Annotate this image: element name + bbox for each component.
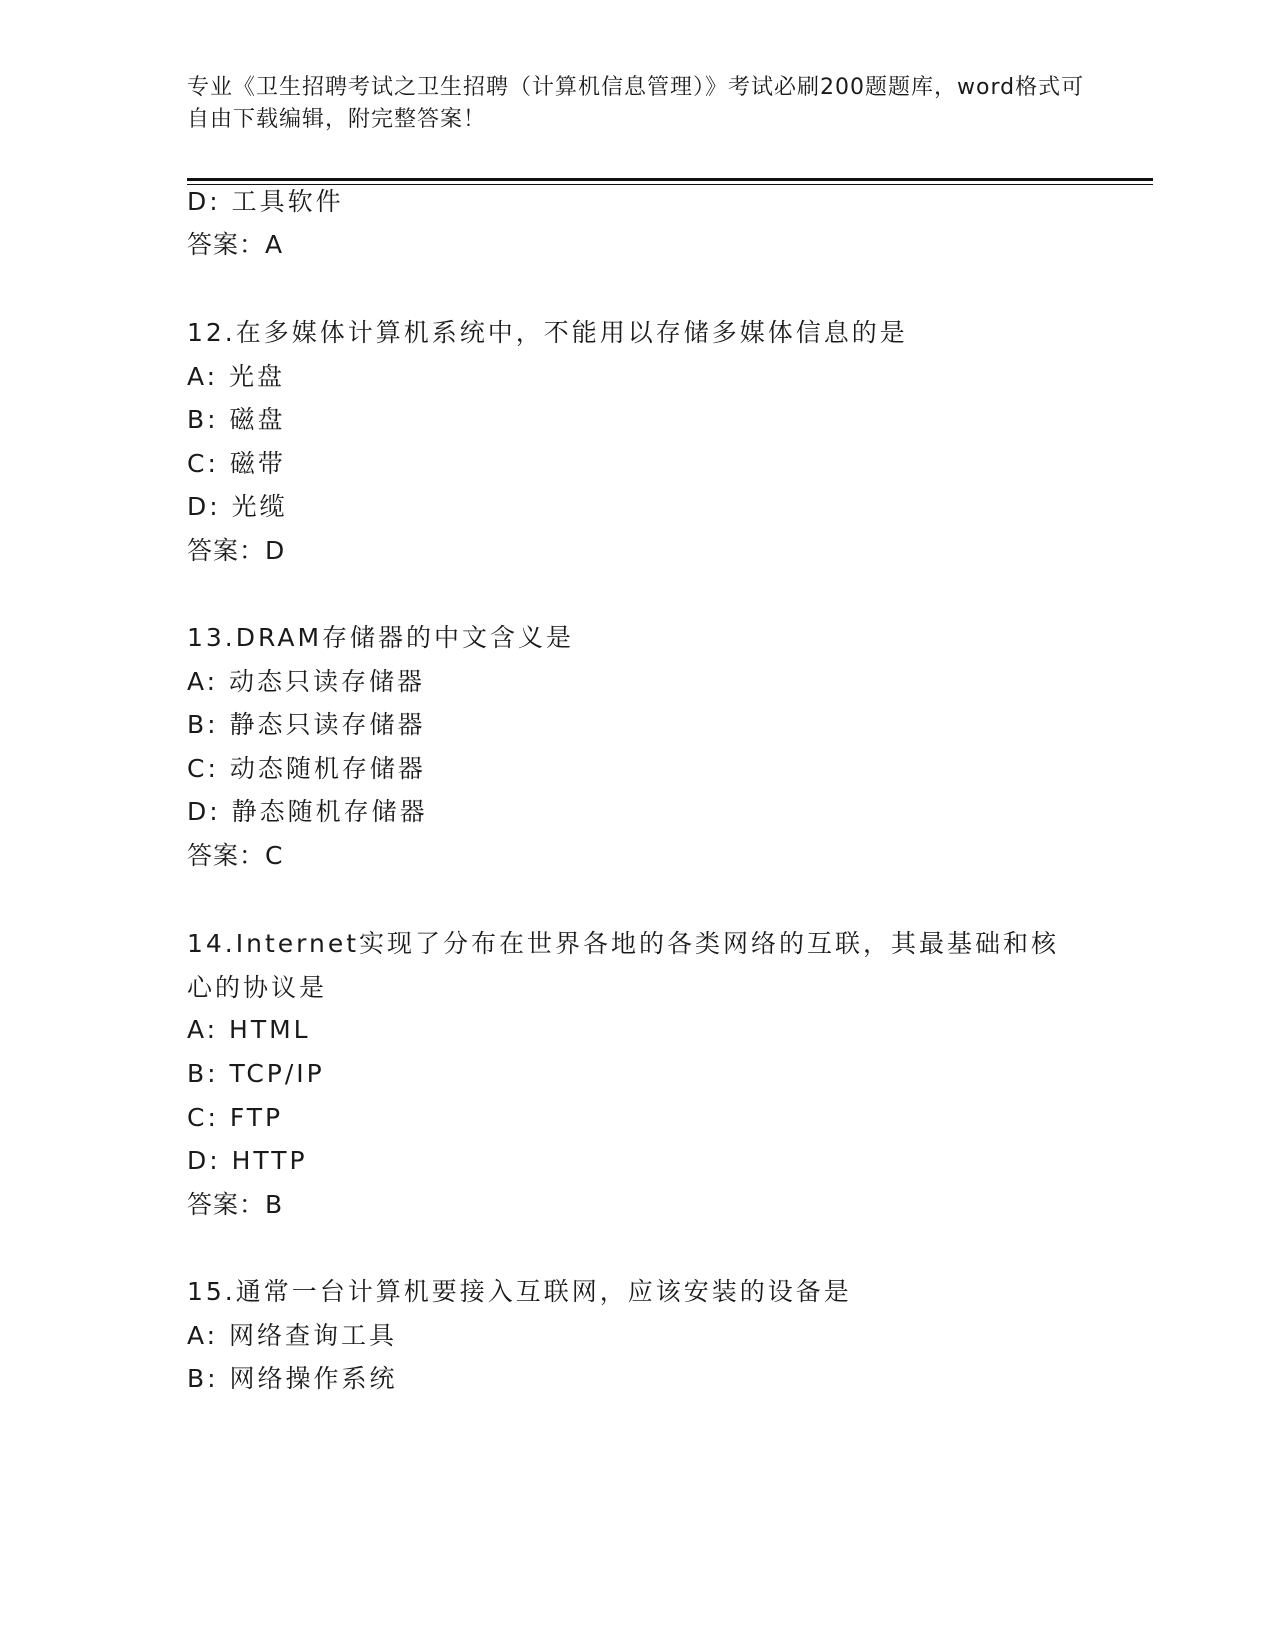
header-divider-thick	[187, 178, 1153, 181]
q14-option-b: B: TCP/IP	[187, 1059, 325, 1088]
q14-option-d: D: HTTP	[187, 1146, 308, 1175]
q11-answer: 答案：A	[187, 230, 284, 259]
q12-option-b: B: 磁盘	[187, 405, 286, 434]
q14-answer: 答案：B	[187, 1190, 284, 1219]
q13-option-b: B: 静态只读存储器	[187, 710, 426, 739]
q15-option-a: A: 网络查询工具	[187, 1321, 398, 1350]
q14-option-a: A: HTML	[187, 1015, 311, 1044]
q13-option-c: C: 动态随机存储器	[187, 754, 426, 783]
q13-option-a: A: 动态只读存储器	[187, 667, 426, 696]
q14-option-c: C: FTP	[187, 1103, 284, 1132]
header-divider-thin	[187, 184, 1153, 185]
document-header: 专业《卫生招聘考试之卫生招聘（计算机信息管理）》考试必刷200题题库，word格式可自由下载编辑，附完整答案！	[187, 75, 1085, 132]
q12-question: 12.在多媒体计算机系统中，不能用以存储多媒体信息的是	[187, 318, 908, 347]
q13-answer: 答案：C	[187, 841, 284, 870]
q15-question: 15.通常一台计算机要接入互联网，应该安装的设备是	[187, 1277, 852, 1306]
q14-question: 14.Internet实现了分布在世界各地的各类网络的互联，其最基础和核心的协议是	[187, 929, 1060, 1002]
q12-option-c: C: 磁带	[187, 449, 286, 478]
q11-option-d: D: 工具软件	[187, 187, 344, 216]
q13-option-d: D: 静态随机存储器	[187, 797, 428, 826]
q13-question: 13.DRAM存储器的中文含义是	[187, 623, 575, 652]
q12-answer: 答案：D	[187, 536, 286, 565]
q15-option-b: B: 网络操作系统	[187, 1364, 398, 1393]
q12-option-a: A: 光盘	[187, 362, 286, 391]
q12-option-d: D: 光缆	[187, 492, 288, 521]
